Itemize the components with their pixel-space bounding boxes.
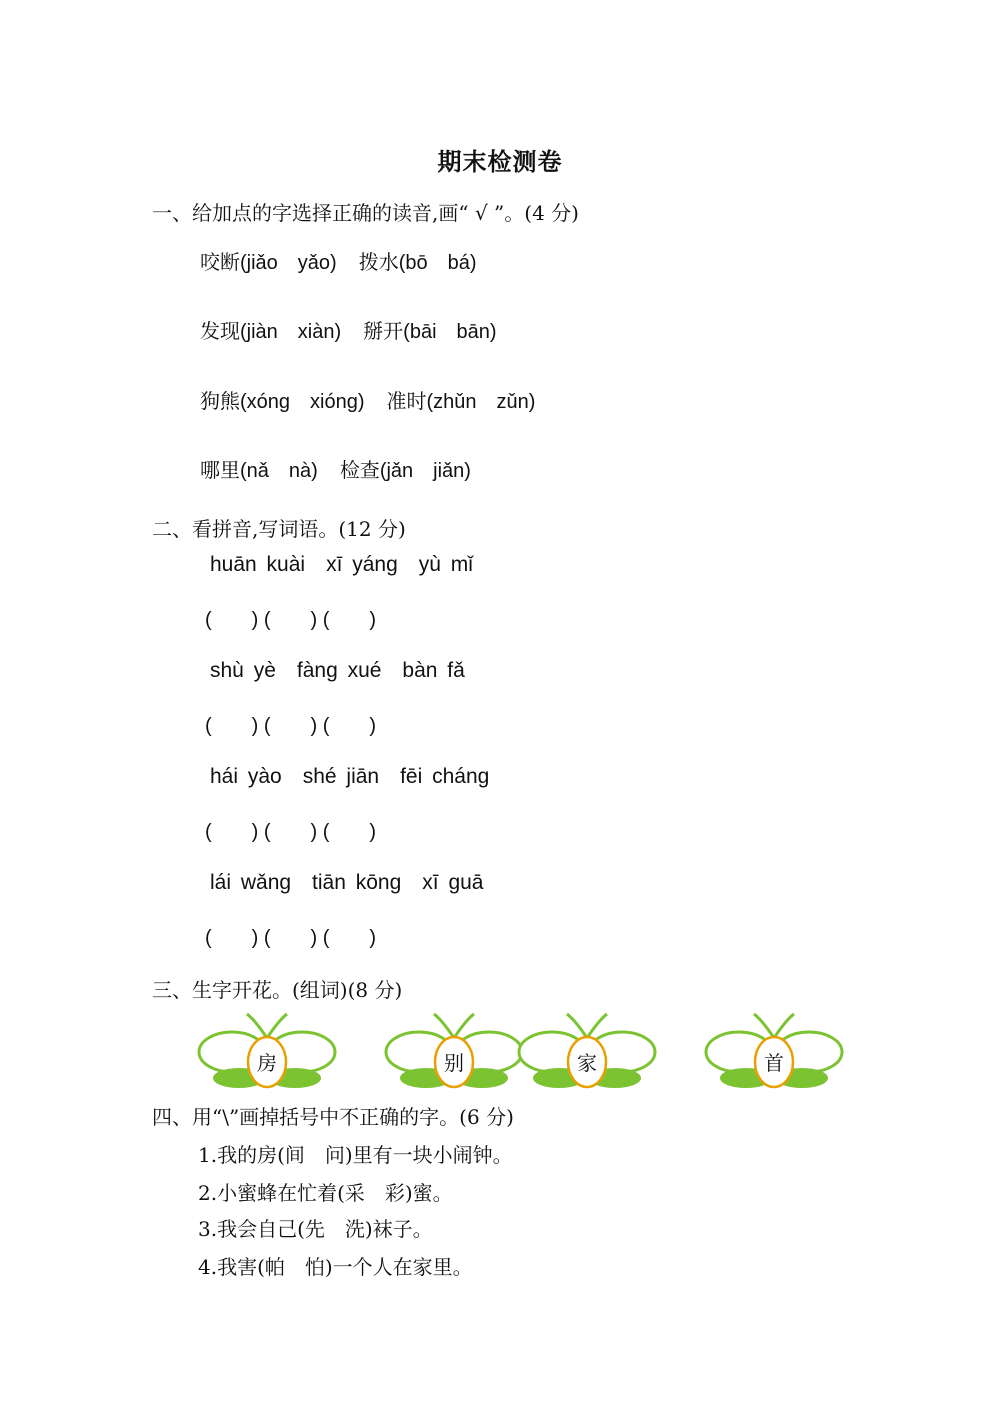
- section3-heading: 三、生字开花。(组词)(8 分): [152, 978, 403, 1002]
- sec1-options: (jǎn jiǎn): [379, 460, 471, 482]
- answer-blanks[interactable]: ( ) ( ) ( ): [205, 609, 377, 631]
- sec1-options: (bāi bān): [403, 321, 497, 343]
- section4-heading: 四、用“\”画掉括号中不正确的字。(6 分): [152, 1105, 514, 1129]
- sec1-options: (zhǔn zǔn): [426, 391, 536, 413]
- flower-char: 别: [444, 1051, 464, 1075]
- sec1-options: (jiǎo yǎo): [240, 252, 337, 274]
- pinyin-line: hái yào shé jiān fēi cháng: [210, 765, 490, 788]
- flower-figure: [517, 1010, 657, 1090]
- section1-heading: 一、给加点的字选择正确的读音,画“ √ ”。(4 分): [152, 201, 579, 225]
- pinyin-line: lái wǎng tiān kōng xī guā: [210, 871, 484, 894]
- sentence-item: 2.小蜜蜂在忙着(采 彩)蜜。: [198, 1181, 453, 1205]
- sec1-word: 检查: [339, 458, 380, 482]
- sec1-word: 咬断: [200, 250, 240, 274]
- sec1-word: 拨水: [358, 250, 399, 274]
- flower-char: 家: [577, 1051, 597, 1075]
- flower-char: 房: [257, 1051, 277, 1075]
- sec1-options: (bō bá): [398, 252, 477, 274]
- pinyin-line: huān kuài xī yáng yù mǐ: [210, 553, 473, 576]
- sec1-options: (xóng xióng): [240, 391, 365, 413]
- sec1-row: [200, 315, 497, 344]
- flower-figure: [197, 1010, 337, 1090]
- sec1-row: [200, 385, 535, 414]
- sec1-row: [200, 246, 477, 275]
- sec1-word: 准时: [386, 389, 427, 413]
- answer-blanks[interactable]: ( ) ( ) ( ): [205, 927, 377, 949]
- sec1-options: (nǎ nà): [240, 460, 318, 482]
- sec1-row: [200, 454, 471, 483]
- section2-heading: 二、看拼音,写词语。(12 分): [152, 517, 406, 541]
- flower-char: 首: [764, 1051, 784, 1075]
- answer-blanks[interactable]: ( ) ( ) ( ): [205, 821, 377, 843]
- flower-figure: [384, 1010, 524, 1090]
- sec1-word: 狗熊: [200, 389, 240, 413]
- sentence-item: 3.我会自己(先 洗)袜子。: [198, 1217, 433, 1241]
- flower-figure: [704, 1010, 844, 1090]
- sentence-item: 4.我害(帕 怕)一个人在家里。: [198, 1255, 473, 1279]
- sec1-word: 发现: [200, 319, 240, 343]
- sentence-item: 1.我的房(间 问)里有一块小闹钟。: [198, 1143, 513, 1167]
- pinyin-line: shù yè fàng xué bàn fǎ: [210, 659, 465, 682]
- answer-blanks[interactable]: ( ) ( ) ( ): [205, 715, 377, 737]
- sec1-word: 哪里: [200, 458, 240, 482]
- page-title: 期末检测卷: [437, 148, 563, 176]
- sec1-options: (jiàn xiàn): [240, 321, 342, 343]
- sec1-word: 掰开: [363, 319, 404, 343]
